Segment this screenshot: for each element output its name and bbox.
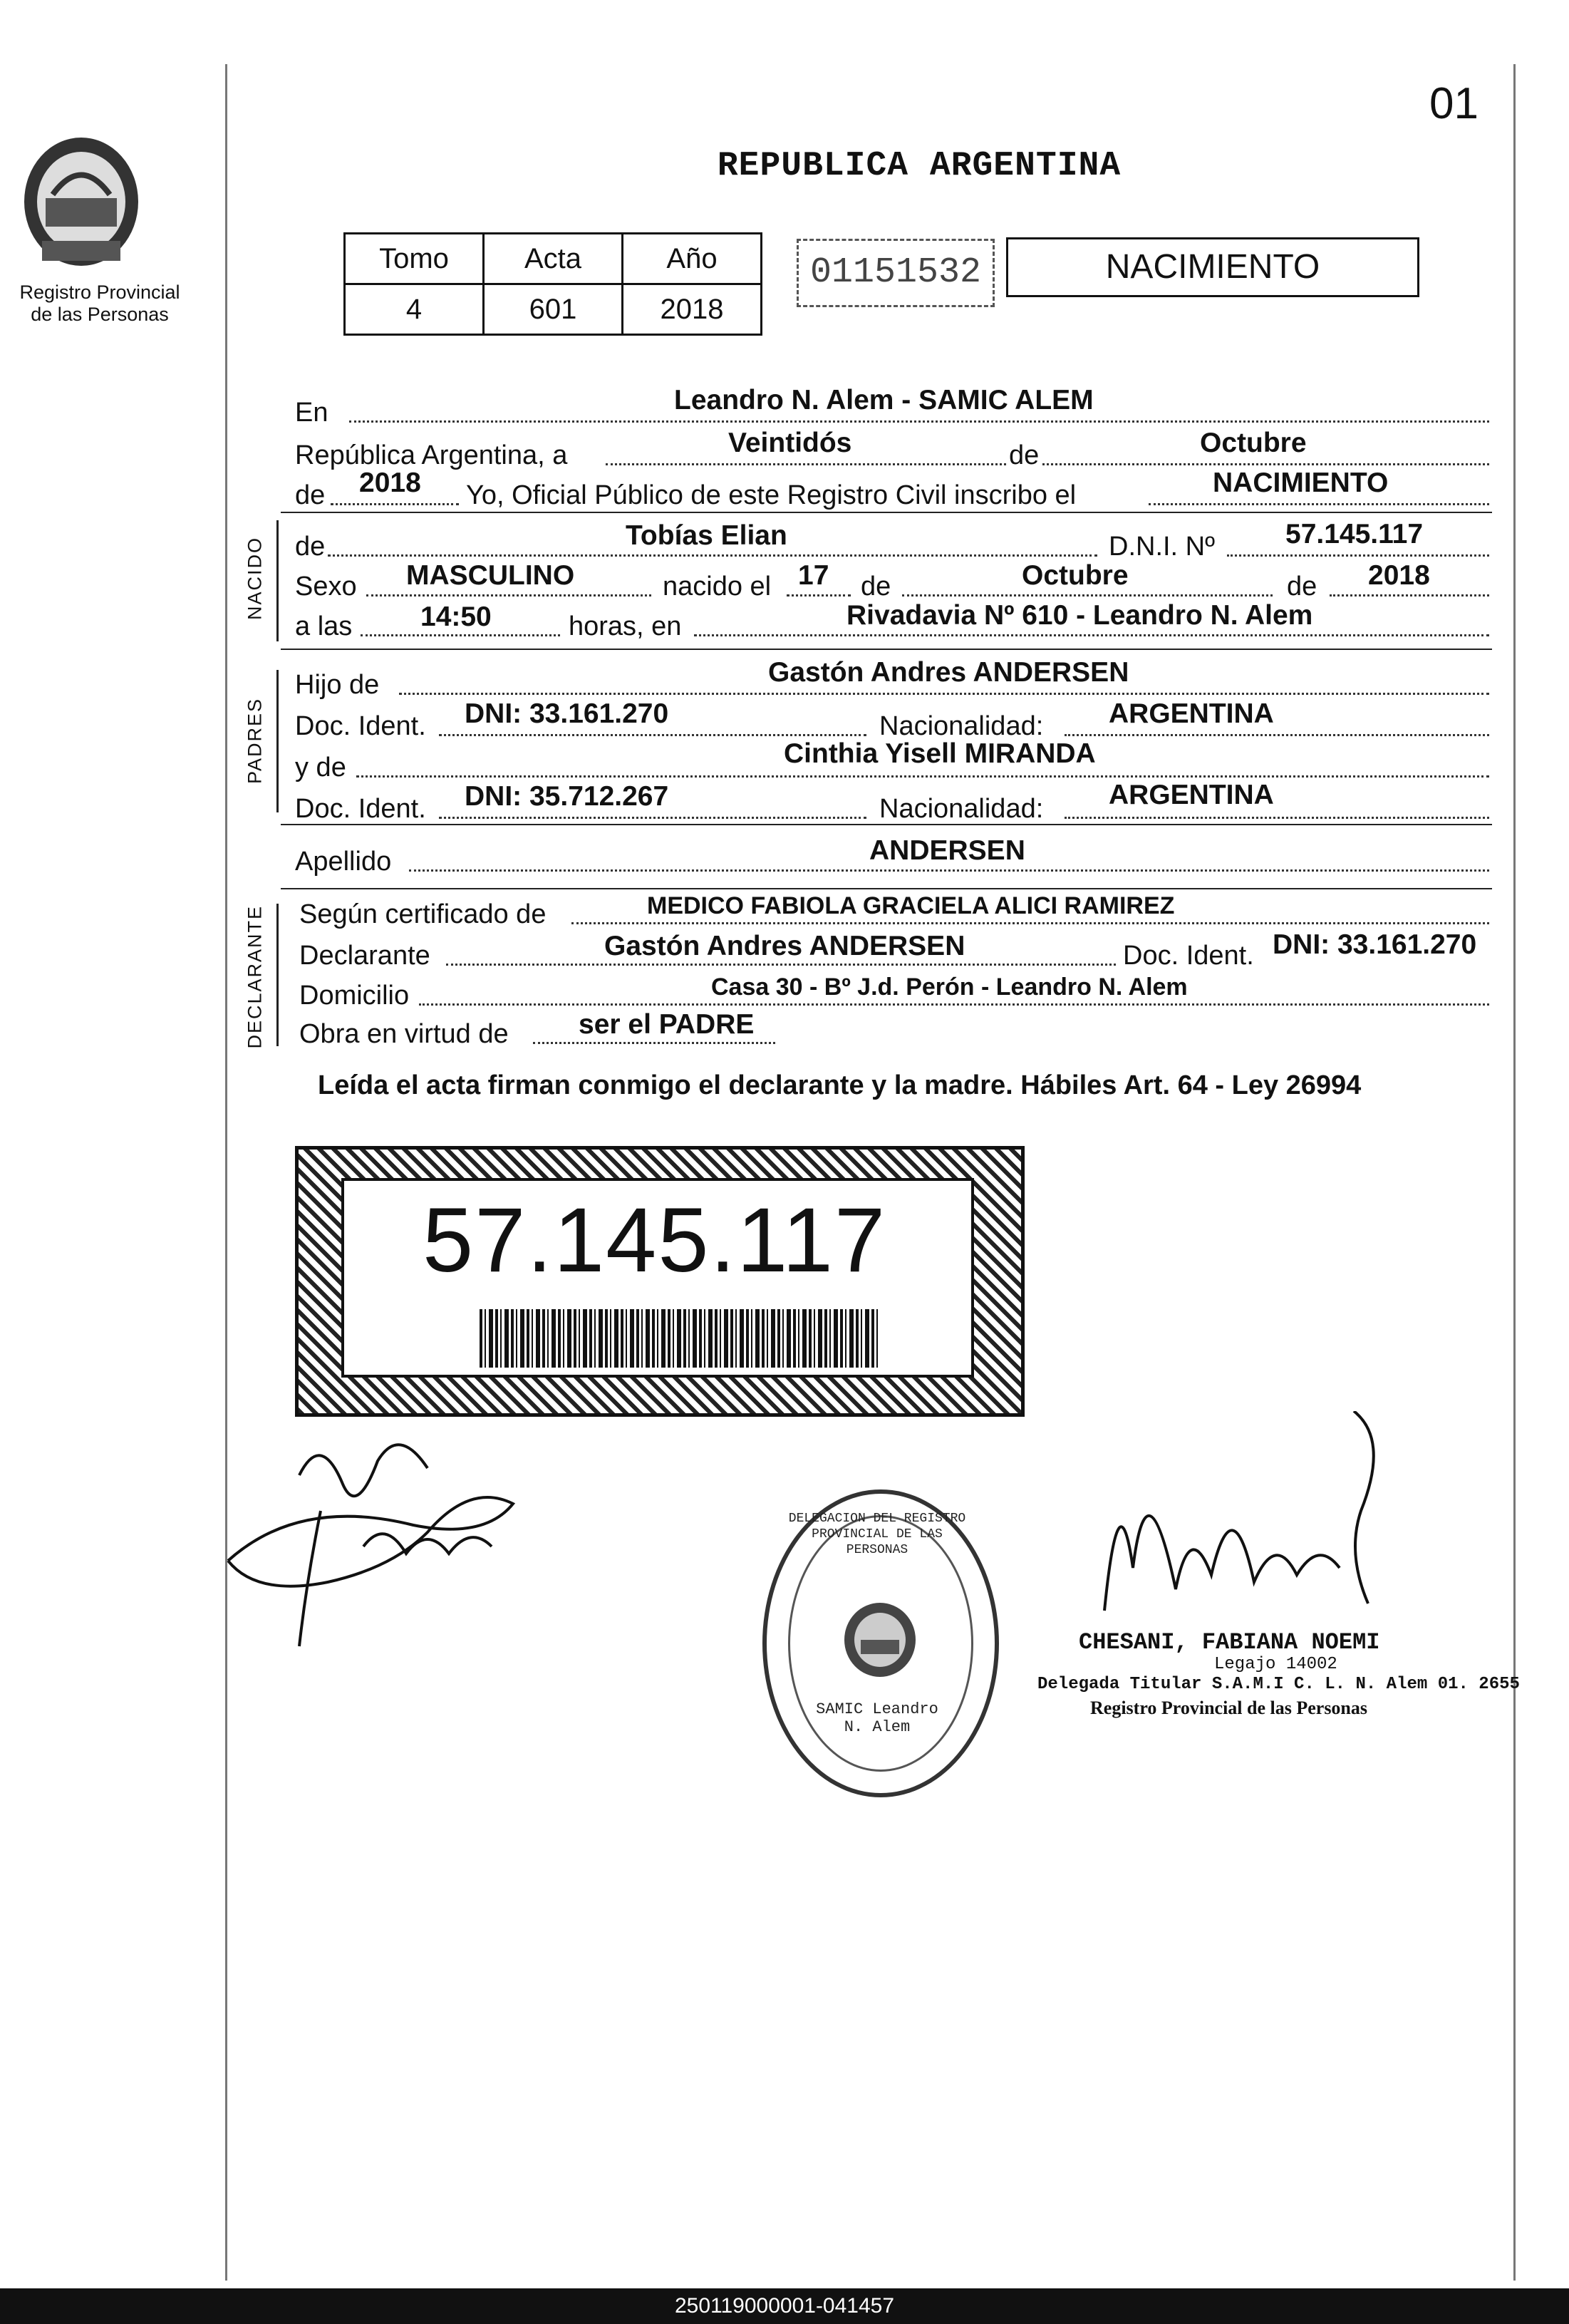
birth-year: 2018 bbox=[1368, 560, 1430, 591]
year-prefix: de bbox=[295, 480, 326, 510]
dotted-line bbox=[356, 775, 1489, 778]
cert-label: Según certificado de bbox=[299, 899, 547, 929]
dotted-line bbox=[902, 594, 1273, 597]
record-kind: NACIMIENTO bbox=[1006, 237, 1419, 297]
dotted-line bbox=[366, 594, 651, 597]
birth-month: Octubre bbox=[1022, 560, 1129, 591]
padres-bracket bbox=[276, 670, 279, 812]
child-name: Tobías Elian bbox=[626, 520, 787, 551]
horas-label: horas, en bbox=[569, 611, 682, 641]
dotted-line bbox=[439, 734, 866, 736]
barcode-icon bbox=[480, 1309, 879, 1368]
declarante-bracket bbox=[276, 904, 279, 1046]
dotted-line bbox=[409, 869, 1489, 872]
tomo-value: 4 bbox=[345, 284, 484, 335]
page-number: 01 bbox=[1429, 79, 1479, 128]
en-label: En bbox=[295, 398, 328, 428]
acta-header: Acta bbox=[484, 234, 623, 284]
anio-value: 2018 bbox=[623, 284, 762, 335]
dotted-line bbox=[1065, 734, 1489, 736]
dotted-line bbox=[331, 503, 459, 505]
birth-place: Rivadavia Nº 610 - Leandro N. Alem bbox=[846, 600, 1313, 631]
day-value: Veintidós bbox=[728, 428, 852, 458]
left-margin-line bbox=[225, 64, 227, 2281]
declarante-side-label: DECLARANTE bbox=[244, 904, 266, 1049]
declarante-doc-label: Doc. Ident. bbox=[1123, 941, 1254, 971]
official-seal bbox=[762, 1489, 999, 1797]
province-logo bbox=[17, 127, 182, 348]
section-divider bbox=[281, 649, 1492, 650]
father-nationality: ARGENTINA bbox=[1109, 698, 1274, 729]
apellido-value: ANDERSEN bbox=[869, 835, 1025, 866]
logo-caption-line1: Registro Provincial bbox=[19, 282, 180, 303]
nacido-side-label: NACIDO bbox=[244, 537, 266, 621]
declarante-signature bbox=[214, 1418, 549, 1675]
father-nac-label: Nacionalidad: bbox=[879, 711, 1044, 741]
de-label-2: de bbox=[861, 572, 891, 601]
hijo-label: Hijo de bbox=[295, 670, 380, 700]
dotted-line bbox=[439, 817, 866, 819]
nacido-el-label: nacido el bbox=[663, 572, 772, 601]
document-code: 250119000001-041457 bbox=[0, 2288, 1569, 2324]
mother-doc-label: Doc. Ident. bbox=[295, 794, 426, 824]
section-divider bbox=[281, 888, 1492, 889]
inscribe-text: Yo, Oficial Público de este Registro Civil inscribo el bbox=[466, 480, 1077, 510]
tomo-header: Tomo bbox=[345, 234, 484, 284]
dotted-line bbox=[399, 693, 1489, 695]
mother-doc: DNI: 35.712.267 bbox=[465, 781, 669, 812]
de-label: de bbox=[1006, 440, 1042, 471]
a-las-label: a las bbox=[295, 611, 353, 641]
dni-stamp bbox=[295, 1146, 1025, 1417]
obra-value: ser el PADRE bbox=[579, 1009, 755, 1040]
declarante-doc: DNI: 33.161.270 bbox=[1273, 929, 1477, 960]
dotted-line bbox=[328, 554, 1097, 557]
child-dni: 57.145.117 bbox=[1285, 519, 1424, 549]
dotted-line bbox=[361, 634, 560, 636]
declarante-label: Declarante bbox=[299, 941, 430, 971]
signatory-office: Registro Provincial de las Personas bbox=[1090, 1698, 1368, 1718]
dotted-line bbox=[533, 1042, 775, 1044]
dotted-line bbox=[606, 463, 1489, 465]
dotted-line bbox=[1065, 817, 1489, 819]
country-label: República Argentina, a bbox=[295, 440, 568, 470]
declarante-value: Gastón Andres ANDERSEN bbox=[604, 931, 965, 961]
right-margin-line bbox=[1513, 64, 1516, 2281]
dotted-line bbox=[1149, 503, 1489, 505]
acta-value: 601 bbox=[484, 284, 623, 335]
province-seal-icon bbox=[841, 1601, 919, 1679]
signatory-name: CHESANI, FABIANA NOEMI bbox=[1079, 1629, 1380, 1656]
dotted-line bbox=[787, 594, 851, 597]
sexo-label: Sexo bbox=[295, 572, 357, 601]
dotted-line bbox=[694, 634, 1489, 636]
father-name: Gastón Andres ANDERSEN bbox=[768, 657, 1129, 688]
birth-day: 17 bbox=[798, 560, 829, 591]
inscribe-value: NACIMIENTO bbox=[1213, 468, 1389, 498]
logo-caption-line2: de las Personas bbox=[31, 304, 169, 325]
page-title: REPUBLICA ARGENTINA bbox=[717, 147, 1122, 185]
sexo-value: MASCULINO bbox=[406, 560, 575, 591]
dotted-line bbox=[1227, 554, 1489, 557]
register-table bbox=[343, 232, 762, 336]
official-signature bbox=[1090, 1411, 1418, 1625]
dni-label: D.N.I. Nº bbox=[1109, 532, 1215, 562]
year-value: 2018 bbox=[359, 468, 421, 498]
dotted-line bbox=[446, 964, 1116, 966]
birth-time: 14:50 bbox=[420, 601, 492, 632]
apellido-label: Apellido bbox=[295, 847, 392, 877]
de-label-3: de bbox=[1287, 572, 1317, 601]
section-divider bbox=[281, 824, 1492, 825]
signatory-legajo: Legajo 14002 bbox=[1214, 1655, 1337, 1674]
dotted-line bbox=[571, 922, 1489, 924]
padres-side-label: PADRES bbox=[244, 697, 266, 785]
domicilio-value: Casa 30 - Bº J.d. Perón - Leandro N. Alem bbox=[711, 974, 1188, 1001]
father-doc-label: Doc. Ident. bbox=[295, 711, 426, 741]
dni-stamp-number: 57.145.117 bbox=[423, 1189, 887, 1291]
obra-label: Obra en virtud de bbox=[299, 1019, 509, 1049]
nacido-bracket bbox=[276, 520, 279, 641]
section-divider bbox=[281, 512, 1492, 513]
legal-text: Leída el acta firman conmigo el declarante y la madre. Hábiles Art. 64 - Ley 26994 bbox=[318, 1070, 1362, 1100]
dotted-line bbox=[1330, 594, 1489, 597]
anio-header: Año bbox=[623, 234, 762, 284]
mother-nac-label: Nacionalidad: bbox=[879, 794, 1044, 824]
signatory-role: Delegada Titular S.A.M.I C. L. N. Alem 01. 2655 bbox=[1037, 1675, 1520, 1694]
province-seal-icon bbox=[17, 127, 145, 269]
seal-inner-text: SAMIC Leandro N. Alem bbox=[816, 1700, 938, 1736]
place-value: Leandro N. Alem - SAMIC ALEM bbox=[674, 385, 1094, 415]
domicilio-label: Domicilio bbox=[299, 981, 410, 1011]
month-value: Octubre bbox=[1200, 428, 1307, 458]
mother-nationality: ARGENTINA bbox=[1109, 780, 1274, 810]
father-doc: DNI: 33.161.270 bbox=[465, 698, 669, 729]
dni-stamp-panel bbox=[341, 1178, 974, 1378]
nacido-de-label: de bbox=[295, 532, 326, 562]
stamp-number: 01151532 bbox=[797, 239, 995, 307]
cert-value: MEDICO FABIOLA GRACIELA ALICI RAMIREZ bbox=[647, 892, 1175, 919]
mother-name: Cinthia Yisell MIRANDA bbox=[784, 738, 1096, 769]
dotted-line bbox=[349, 420, 1489, 423]
seal-ring-text: DELEGACION DEL REGISTRO PROVINCIAL DE LAS PERSONAS bbox=[788, 1512, 966, 1557]
dotted-line bbox=[419, 1003, 1489, 1006]
yde-label: y de bbox=[295, 753, 346, 783]
